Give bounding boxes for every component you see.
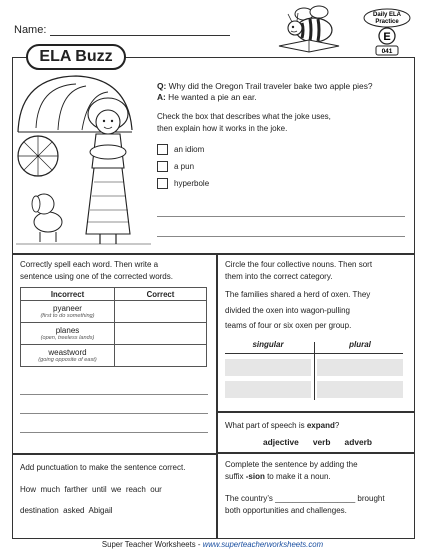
correct-word-cell[interactable] [115,345,207,367]
option-idiom-checkbox[interactable] [157,144,168,155]
col-singular-header: singular [252,340,284,349]
option-hyperbole-checkbox[interactable] [157,178,168,189]
section-divider-right-lower [216,452,415,454]
joke-answer [157,92,412,103]
nouns-instructions [225,259,410,282]
spelling-sentence-line-2[interactable] [20,413,208,414]
choice-verb[interactable]: verb [312,437,331,447]
col-plural-header: plural [349,340,371,349]
incorrect-word: planes [55,326,80,335]
spelling-table-header [21,288,207,301]
joke-instructions-line2: then explain how it works in the joke. [157,123,288,133]
option-pun-checkbox[interactable] [157,161,168,172]
pioneer-wagon-illustration-icon [16,72,151,248]
punctuation-sentence-line1: How much farther until we reach our [20,485,162,494]
answer-label: A: [157,92,166,102]
spelling-sentence-line-3[interactable] [20,432,208,433]
suffix-instructions-line2 [225,471,410,483]
nouns-sentence-line3: teams of four or six oxen per group. [225,321,352,330]
word-hint: (open, treeless lands) [40,335,95,341]
nouns-sentence-line1: The families shared a herd of oxen. They [225,290,371,299]
incorrect-word: pyaneer [53,304,82,313]
section-divider-vertical [216,253,218,539]
suffix-line2-post: to make it a noun. [264,471,331,481]
correct-word-cell[interactable] [115,323,207,345]
option-idiom[interactable] [157,144,204,155]
choice-adjective[interactable]: adjective [262,437,299,447]
footer [0,540,425,549]
suffix-sentence-line2: both opportunities and challenges. [225,505,347,515]
name-row [14,24,230,36]
singular-answer-box-2[interactable] [225,381,311,398]
speech-word: expand [306,421,335,430]
spelling-instructions-line1: Correctly spell each word. Then write a [20,260,159,269]
name-label: Name: [14,24,47,36]
table-row [21,345,207,367]
suffix-sentence-line1 [225,493,413,505]
section-divider-left-bottom [12,453,217,455]
option-pun[interactable] [157,161,194,172]
option-hyperbole[interactable] [157,178,209,189]
spelling-table [20,287,207,367]
speech-question [225,420,410,432]
suffix-answer-blank[interactable]: __________________ [275,494,356,503]
noun-sort-table [225,340,403,402]
option-idiom-label: an idiom [174,145,205,154]
worksheet-title: ELA Buzz [26,44,126,70]
incorrect-word-cell [21,345,115,367]
spelling-sentence-line-1[interactable] [20,394,208,395]
bee-illustration-icon [274,4,358,54]
option-hyperbole-label: hyperbole [174,179,210,188]
suffix-sentence-post: brought [355,494,385,503]
speech-choices [225,437,410,447]
question-text: Why did the Oregon Trail traveler bake two apple pies? [166,81,373,91]
noun-table-divider [314,342,315,400]
spelling-instructions [20,259,212,282]
speech-question-pre: What part of speech is [225,421,307,430]
spelling-instructions-line2: sentence using one of the corrected words. [20,271,173,281]
question-label: Q: [157,81,167,91]
correct-word-cell[interactable] [115,301,207,323]
joke-instructions [157,111,412,134]
plural-answer-box-2[interactable] [317,381,403,398]
footer-text: Super Teacher Worksheets - [101,540,203,549]
suffix-line2-pre: suffix [225,471,246,481]
badge-number: 041 [381,48,393,55]
name-field[interactable] [50,25,230,36]
nouns-instructions-line1: Circle the four collective nouns. Then sort [225,260,373,269]
suffix-sentence [225,493,413,516]
singular-answer-box-1[interactable] [225,359,311,376]
incorrect-word-cell [21,301,115,323]
incorrect-word: weastword [48,348,87,357]
suffix-text: -sion [245,471,265,481]
badge-line1: Daily ELA [372,12,402,18]
incorrect-word-cell [21,323,115,345]
badge-line2: Practice [375,19,399,25]
joke-question [157,81,412,92]
footer-url-link[interactable]: www.superteacherworksheets.com [202,540,324,549]
suffix-sentence-pre: The country’s [225,494,276,503]
answer-text: He wanted a pie an ear. [165,92,257,102]
section-divider-top [12,253,415,255]
table-row [21,323,207,345]
punctuation-sentence-line2: destination asked Abigail [20,506,113,515]
nouns-instructions-line2: them into the correct category. [225,271,333,281]
joke-instructions-line1: Check the box that describes what the joke uses, [157,112,331,121]
table-row [21,301,207,323]
choice-adverb[interactable]: adverb [344,437,373,447]
plural-answer-box-1[interactable] [317,359,403,376]
section-divider-right-middle [216,411,415,413]
option-pun-label: a pun [174,162,195,171]
suffix-instructions-line1: Complete the sentence by adding the [225,460,358,469]
daily-ela-badge [358,6,416,56]
col-correct-header: Correct [115,288,207,301]
nouns-sentence-line2: divided the oxen into wagon-pulling [225,305,350,315]
badge-letter: E [383,31,391,43]
col-incorrect-header: Incorrect [21,288,115,301]
word-hint: (going opposite of east) [38,357,97,363]
word-hint: (first to do something) [40,313,95,319]
nouns-paragraph [225,287,410,334]
joke-answer-line-1[interactable] [157,216,405,217]
suffix-instructions [225,459,410,482]
speech-question-post: ? [334,421,340,430]
joke-answer-line-2[interactable] [157,236,405,237]
punctuation-instructions: Add punctuation to make the sentence correct. [20,463,186,472]
